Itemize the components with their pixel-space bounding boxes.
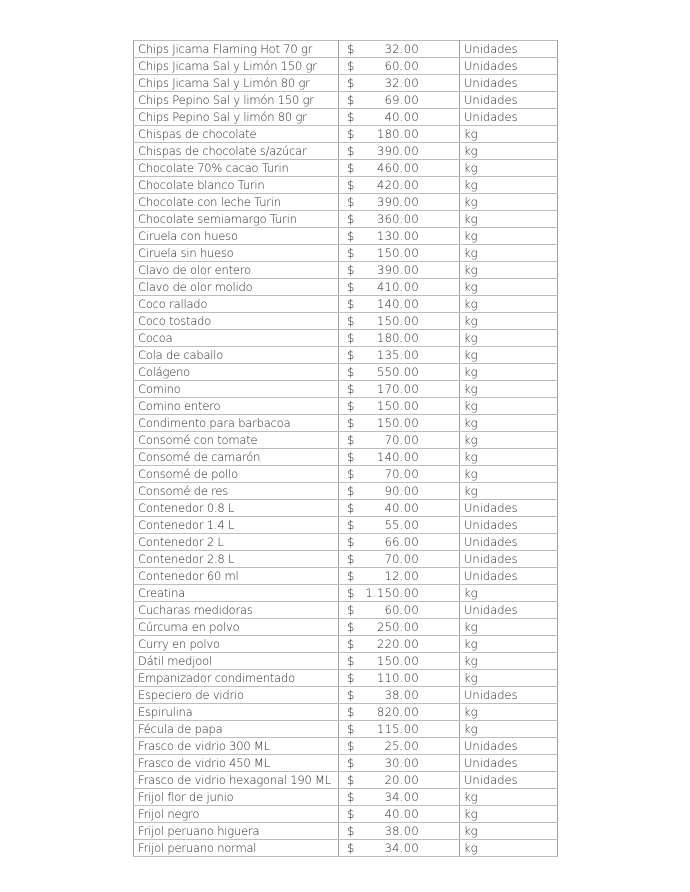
price-cell: [339, 330, 460, 347]
currency-symbol: $: [347, 280, 355, 294]
product-name-cell: Contenedor 2.8 L: [134, 551, 339, 568]
price-amount: 420.00: [376, 178, 419, 192]
unit-cell: Unidades: [460, 517, 558, 534]
price-amount: 150.00: [376, 399, 419, 413]
currency-symbol: $: [347, 671, 355, 685]
product-name-cell: Comino entero: [134, 398, 339, 415]
table-row: [134, 228, 558, 245]
table-row: [134, 534, 558, 551]
unit-cell: kg: [460, 806, 558, 823]
price-amount: 115.00: [376, 722, 419, 736]
price-amount: 110.00: [376, 671, 419, 685]
product-name-cell: Clavo de olor molido: [134, 279, 339, 296]
price-amount: 180.00: [376, 127, 419, 141]
product-name-cell: Colágeno: [134, 364, 339, 381]
price-amount: 140.00: [376, 450, 419, 464]
price-cell: [339, 296, 460, 313]
unit-cell: kg: [460, 211, 558, 228]
table-row: [134, 602, 558, 619]
unit-cell: Unidades: [460, 551, 558, 568]
price-amount: 34.00: [384, 790, 419, 804]
product-name-cell: Contenedor 2 L: [134, 534, 339, 551]
product-name-cell: Consomé de pollo: [134, 466, 339, 483]
price-cell: [339, 262, 460, 279]
currency-symbol: $: [347, 603, 355, 617]
table-row: [134, 517, 558, 534]
table-row: [134, 500, 558, 517]
price-amount: 390.00: [376, 263, 419, 277]
unit-cell: kg: [460, 704, 558, 721]
price-cell: [339, 551, 460, 568]
unit-cell: kg: [460, 670, 558, 687]
price-amount: 32.00: [384, 42, 419, 56]
price-amount: 30.00: [384, 756, 419, 770]
price-amount: 40.00: [384, 807, 419, 821]
product-name-cell: Contenedor 1.4 L: [134, 517, 339, 534]
unit-cell: Unidades: [460, 41, 558, 58]
unit-cell: kg: [460, 228, 558, 245]
product-name-cell: Frijol flor de junio: [134, 789, 339, 806]
product-name-cell: Contenedor 60 ml: [134, 568, 339, 585]
price-amount: 38.00: [384, 688, 419, 702]
currency-symbol: $: [347, 59, 355, 73]
price-amount: 360.00: [376, 212, 419, 226]
price-cell: [339, 534, 460, 551]
unit-cell: Unidades: [460, 772, 558, 789]
table-row: [134, 653, 558, 670]
price-cell: [339, 347, 460, 364]
table-row: [134, 92, 558, 109]
price-cell: [339, 228, 460, 245]
price-amount: 150.00: [376, 654, 419, 668]
table-row: [134, 432, 558, 449]
table-row: [134, 840, 558, 857]
unit-cell: Unidades: [460, 687, 558, 704]
price-amount: 130.00: [376, 229, 419, 243]
currency-symbol: $: [347, 824, 355, 838]
table-row: [134, 619, 558, 636]
price-amount: 90.00: [384, 484, 419, 498]
price-cell: [339, 415, 460, 432]
unit-cell: Unidades: [460, 109, 558, 126]
table-row: [134, 636, 558, 653]
table-row: [134, 58, 558, 75]
table-row: [134, 755, 558, 772]
table-row: [134, 160, 558, 177]
price-cell: [339, 755, 460, 772]
price-cell: [339, 721, 460, 738]
table-row: [134, 211, 558, 228]
price-amount: 220.00: [376, 637, 419, 651]
currency-symbol: $: [347, 416, 355, 430]
price-amount: 69.00: [384, 93, 419, 107]
table-row: [134, 109, 558, 126]
currency-symbol: $: [347, 569, 355, 583]
currency-symbol: $: [347, 637, 355, 651]
price-amount: 60.00: [384, 59, 419, 73]
unit-cell: Unidades: [460, 755, 558, 772]
product-name-cell: Chocolate blanco Turin: [134, 177, 339, 194]
currency-symbol: $: [347, 756, 355, 770]
product-name-cell: Contenedor 0.8 L: [134, 500, 339, 517]
table-row: [134, 279, 558, 296]
currency-symbol: $: [347, 399, 355, 413]
unit-cell: kg: [460, 432, 558, 449]
unit-cell: kg: [460, 636, 558, 653]
product-name-cell: Chispas de chocolate: [134, 126, 339, 143]
table-row: [134, 41, 558, 58]
price-amount: 38.00: [384, 824, 419, 838]
product-name-cell: Chips Pepino Sal y limón 80 gr: [134, 109, 339, 126]
price-amount: 70.00: [384, 433, 419, 447]
currency-symbol: $: [347, 144, 355, 158]
table-row: [134, 466, 558, 483]
price-cell: [339, 466, 460, 483]
currency-symbol: $: [347, 127, 355, 141]
currency-symbol: $: [347, 195, 355, 209]
product-name-cell: Coco rallado: [134, 296, 339, 313]
currency-symbol: $: [347, 348, 355, 362]
price-amount: 12.00: [384, 569, 419, 583]
table-row: [134, 296, 558, 313]
price-cell: [339, 381, 460, 398]
table-row: [134, 194, 558, 211]
unit-cell: kg: [460, 347, 558, 364]
price-amount: 60.00: [384, 603, 419, 617]
currency-symbol: $: [347, 76, 355, 90]
price-cell: [339, 211, 460, 228]
currency-symbol: $: [347, 807, 355, 821]
product-name-cell: Chocolate con leche Turin: [134, 194, 339, 211]
unit-cell: kg: [460, 313, 558, 330]
currency-symbol: $: [347, 484, 355, 498]
currency-symbol: $: [347, 552, 355, 566]
price-amount: 820.00: [376, 705, 419, 719]
price-cell: [339, 194, 460, 211]
unit-cell: Unidades: [460, 92, 558, 109]
price-cell: [339, 670, 460, 687]
unit-cell: kg: [460, 245, 558, 262]
price-cell: [339, 313, 460, 330]
price-amount: 70.00: [384, 467, 419, 481]
unit-cell: kg: [460, 160, 558, 177]
price-cell: [339, 483, 460, 500]
product-name-cell: Frasco de vidrio hexagonal 190 ML: [134, 772, 339, 789]
price-amount: 170.00: [376, 382, 419, 396]
currency-symbol: $: [347, 93, 355, 107]
currency-symbol: $: [347, 365, 355, 379]
unit-cell: Unidades: [460, 75, 558, 92]
price-amount: 32.00: [384, 76, 419, 90]
price-cell: [339, 92, 460, 109]
unit-cell: kg: [460, 364, 558, 381]
price-cell: [339, 500, 460, 517]
price-cell: [339, 449, 460, 466]
currency-symbol: $: [347, 841, 355, 855]
price-cell: [339, 636, 460, 653]
product-name-cell: Ciruela sin hueso: [134, 245, 339, 262]
price-amount: 40.00: [384, 110, 419, 124]
table-row: [134, 823, 558, 840]
product-name-cell: Fécula de papa: [134, 721, 339, 738]
unit-cell: kg: [460, 789, 558, 806]
table-row: [134, 738, 558, 755]
currency-symbol: $: [347, 42, 355, 56]
currency-symbol: $: [347, 518, 355, 532]
currency-symbol: $: [347, 620, 355, 634]
table-row: [134, 806, 558, 823]
currency-symbol: $: [347, 263, 355, 277]
product-name-cell: Chocolate semiamargo Turin: [134, 211, 339, 228]
price-cell: [339, 279, 460, 296]
table-row: [134, 585, 558, 602]
product-name-cell: Cucharas medidoras: [134, 602, 339, 619]
price-cell: [339, 738, 460, 755]
table-row: [134, 415, 558, 432]
table-row: [134, 381, 558, 398]
table-row: [134, 313, 558, 330]
currency-symbol: $: [347, 654, 355, 668]
product-name-cell: Chocolate 70% cacao Turin: [134, 160, 339, 177]
price-amount: 150.00: [376, 314, 419, 328]
price-amount: 66.00: [384, 535, 419, 549]
currency-symbol: $: [347, 773, 355, 787]
price-list-body: [134, 41, 558, 857]
unit-cell: kg: [460, 823, 558, 840]
product-name-cell: Espirulina: [134, 704, 339, 721]
price-amount: 40.00: [384, 501, 419, 515]
currency-symbol: $: [347, 178, 355, 192]
price-cell: [339, 364, 460, 381]
price-amount: 180.00: [376, 331, 419, 345]
price-cell: [339, 823, 460, 840]
price-cell: [339, 398, 460, 415]
unit-cell: kg: [460, 585, 558, 602]
price-cell: [339, 517, 460, 534]
product-name-cell: Consomé de camarón: [134, 449, 339, 466]
product-name-cell: Creatina: [134, 585, 339, 602]
product-name-cell: Empanizador condimentado: [134, 670, 339, 687]
unit-cell: kg: [460, 126, 558, 143]
unit-cell: kg: [460, 466, 558, 483]
currency-symbol: $: [347, 739, 355, 753]
currency-symbol: $: [347, 331, 355, 345]
unit-cell: kg: [460, 381, 558, 398]
unit-cell: kg: [460, 619, 558, 636]
unit-cell: kg: [460, 483, 558, 500]
price-cell: [339, 789, 460, 806]
table-row: [134, 398, 558, 415]
price-cell: [339, 58, 460, 75]
price-amount: 250.00: [376, 620, 419, 634]
unit-cell: kg: [460, 194, 558, 211]
unit-cell: kg: [460, 415, 558, 432]
price-cell: [339, 602, 460, 619]
price-cell: [339, 772, 460, 789]
table-row: [134, 687, 558, 704]
unit-cell: Unidades: [460, 738, 558, 755]
price-cell: [339, 75, 460, 92]
price-cell: [339, 245, 460, 262]
product-name-cell: Frijol peruano higuera: [134, 823, 339, 840]
currency-symbol: $: [347, 314, 355, 328]
price-amount: 150.00: [376, 416, 419, 430]
currency-symbol: $: [347, 297, 355, 311]
price-list-table: [133, 40, 558, 857]
price-amount: 55.00: [384, 518, 419, 532]
currency-symbol: $: [347, 212, 355, 226]
unit-cell: kg: [460, 177, 558, 194]
product-name-cell: Cocoa: [134, 330, 339, 347]
product-name-cell: Ciruela con hueso: [134, 228, 339, 245]
price-cell: [339, 687, 460, 704]
product-name-cell: Chips Jicama Sal y Limón 80 gr: [134, 75, 339, 92]
price-cell: [339, 432, 460, 449]
table-row: [134, 177, 558, 194]
table-row: [134, 245, 558, 262]
price-cell: [339, 585, 460, 602]
table-row: [134, 330, 558, 347]
unit-cell: kg: [460, 653, 558, 670]
price-amount: 390.00: [376, 144, 419, 158]
currency-symbol: $: [347, 450, 355, 464]
price-cell: [339, 619, 460, 636]
price-amount: 150.00: [376, 246, 419, 260]
unit-cell: kg: [460, 398, 558, 415]
table-row: [134, 347, 558, 364]
price-cell: [339, 160, 460, 177]
unit-cell: Unidades: [460, 58, 558, 75]
unit-cell: kg: [460, 840, 558, 857]
product-name-cell: Clavo de olor entero: [134, 262, 339, 279]
currency-symbol: $: [347, 586, 355, 600]
currency-symbol: $: [347, 382, 355, 396]
price-cell: [339, 109, 460, 126]
price-amount: 390.00: [376, 195, 419, 209]
price-amount: 34.00: [384, 841, 419, 855]
currency-symbol: $: [347, 722, 355, 736]
currency-symbol: $: [347, 790, 355, 804]
table-row: [134, 551, 558, 568]
product-name-cell: Especiero de vidrio: [134, 687, 339, 704]
table-row: [134, 670, 558, 687]
product-name-cell: Curry en polvo: [134, 636, 339, 653]
currency-symbol: $: [347, 688, 355, 702]
price-amount: 460.00: [376, 161, 419, 175]
product-name-cell: Coco tostado: [134, 313, 339, 330]
table-row: [134, 75, 558, 92]
price-amount: 410.00: [376, 280, 419, 294]
table-row: [134, 126, 558, 143]
unit-cell: kg: [460, 721, 558, 738]
currency-symbol: $: [347, 433, 355, 447]
currency-symbol: $: [347, 246, 355, 260]
currency-symbol: $: [347, 110, 355, 124]
unit-cell: kg: [460, 449, 558, 466]
product-name-cell: Cola de caballo: [134, 347, 339, 364]
product-name-cell: Dátil medjool: [134, 653, 339, 670]
product-name-cell: Chips Pepino Sal y limón 150 gr: [134, 92, 339, 109]
unit-cell: Unidades: [460, 534, 558, 551]
product-name-cell: Chips Jicama Flaming Hot 70 gr: [134, 41, 339, 58]
price-cell: [339, 143, 460, 160]
price-amount: 1.150.00: [365, 586, 419, 600]
product-name-cell: Frasco de vidrio 300 ML: [134, 738, 339, 755]
price-cell: [339, 806, 460, 823]
table-row: [134, 449, 558, 466]
unit-cell: Unidades: [460, 602, 558, 619]
product-name-cell: Cúrcuma en polvo: [134, 619, 339, 636]
price-amount: 135.00: [376, 348, 419, 362]
price-cell: [339, 177, 460, 194]
table-row: [134, 568, 558, 585]
currency-symbol: $: [347, 161, 355, 175]
unit-cell: kg: [460, 279, 558, 296]
table-row: [134, 483, 558, 500]
product-name-cell: Consomé con tomate: [134, 432, 339, 449]
unit-cell: kg: [460, 262, 558, 279]
price-cell: [339, 568, 460, 585]
price-amount: 140.00: [376, 297, 419, 311]
unit-cell: kg: [460, 296, 558, 313]
product-name-cell: Frasco de vidrio 450 ML: [134, 755, 339, 772]
table-row: [134, 704, 558, 721]
currency-symbol: $: [347, 501, 355, 515]
product-name-cell: Chips Jicama Sal y Limón 150 gr: [134, 58, 339, 75]
unit-cell: kg: [460, 143, 558, 160]
price-amount: 550.00: [376, 365, 419, 379]
price-cell: [339, 41, 460, 58]
product-name-cell: Condimento para barbacoa: [134, 415, 339, 432]
table-row: [134, 262, 558, 279]
price-amount: 25.00: [384, 739, 419, 753]
currency-symbol: $: [347, 535, 355, 549]
price-cell: [339, 126, 460, 143]
price-cell: [339, 704, 460, 721]
table-row: [134, 721, 558, 738]
table-row: [134, 143, 558, 160]
currency-symbol: $: [347, 467, 355, 481]
table-row: [134, 789, 558, 806]
table-row: [134, 772, 558, 789]
currency-symbol: $: [347, 229, 355, 243]
unit-cell: Unidades: [460, 568, 558, 585]
product-name-cell: Comino: [134, 381, 339, 398]
currency-symbol: $: [347, 705, 355, 719]
product-name-cell: Chispas de chocolate s/azúcar: [134, 143, 339, 160]
price-cell: [339, 653, 460, 670]
unit-cell: kg: [460, 330, 558, 347]
price-amount: 70.00: [384, 552, 419, 566]
price-amount: 20.00: [384, 773, 419, 787]
table-row: [134, 364, 558, 381]
product-name-cell: Frijol peruano normal: [134, 840, 339, 857]
product-name-cell: Frijol negro: [134, 806, 339, 823]
unit-cell: Unidades: [460, 500, 558, 517]
product-name-cell: Consomé de res: [134, 483, 339, 500]
price-cell: [339, 840, 460, 857]
